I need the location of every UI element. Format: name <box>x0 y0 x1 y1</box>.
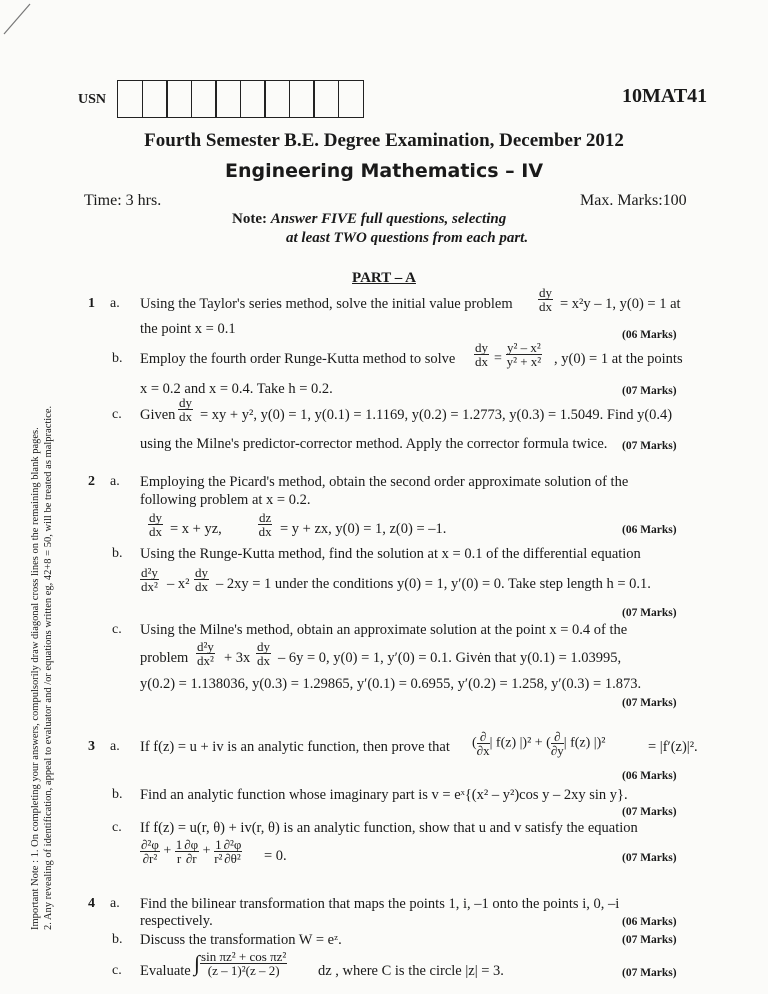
marks-badge: (07 Marks) <box>622 852 677 864</box>
q2b-frac-d2y: $\frac{\text{d²y}}{\text{dx²}}$ <box>141 565 158 594</box>
q2a-text2: following problem at x = 0.2. <box>140 492 311 508</box>
sub-label: c. <box>112 820 122 835</box>
marks-badge: (06 Marks) <box>622 524 677 536</box>
q3c-eq: = 0. <box>264 848 287 864</box>
subject-code: 10MAT41 <box>622 85 708 107</box>
q4c-eq: dz , where C is the circle |z| = 3. <box>318 963 504 979</box>
marks-badge: (07 Marks) <box>622 607 677 619</box>
q2a-frac-dy: $\frac{dy}{dx}$ <box>149 510 162 539</box>
q1c-frac: $\frac{dy}{dx}$ <box>179 395 192 424</box>
usn-box[interactable] <box>313 80 339 118</box>
q2a-eq1: = x + yz, <box>170 521 222 537</box>
sub-label: a. <box>110 739 120 754</box>
sub-label: b. <box>112 546 123 561</box>
q4a-text2: respectively. <box>140 913 213 929</box>
q2a-frac-dz: $\frac{dz}{dx}$ <box>258 510 272 539</box>
q2b-text: Using the Runge-Kutta method, find the solution at x = 0.1 of the differential equation <box>140 546 641 562</box>
exam-title: Fourth Semester B.E. Degree Examination, December 2012 <box>144 130 624 151</box>
pen-mark <box>0 0 40 40</box>
usn-label: USN <box>78 92 107 107</box>
marks-badge: (06 Marks) <box>622 916 677 928</box>
usn-box[interactable] <box>240 80 266 118</box>
time-allowed: Time: 3 hrs. <box>84 192 162 209</box>
q4c-integral: ∫ $\frac{\text{sin πz² + cos πz²}}{\text{(z – 1)²(z – 2)}}$ <box>194 949 287 978</box>
q2a-text: Employing the Picard's method, obtain the second order approximate solution of the <box>140 474 629 490</box>
sub-label: c. <box>112 963 122 978</box>
q2a-eq2: = y + zx, y(0) = 1, z(0) = –1. <box>280 521 447 537</box>
sub-label: a. <box>110 296 120 311</box>
usn-box[interactable] <box>264 80 290 118</box>
q3a-expr: ( $\frac{\partial}{\partial x}$ | f(z) |)² + ( $\frac{\partial}{\partial y}$ | f(z) |)² <box>472 729 606 758</box>
q1a-eq: = x²y – 1, y(0) = 1 at <box>560 296 681 312</box>
question-number: 4 <box>88 896 95 911</box>
marks-badge: (06 Marks) <box>622 770 677 782</box>
q4b-text: Discuss the transformation W = eᶻ. <box>140 932 342 948</box>
q2c-text: Using the Milne's method, obtain an approximate solution at the point x = 0.4 of the <box>140 622 628 638</box>
usn-boxes <box>117 80 362 118</box>
q1b-frac-dydx: $\frac{dy}{dx}$ <box>475 340 488 369</box>
usn-box[interactable] <box>166 80 192 118</box>
q3a-text: If f(z) = u + iv is an analytic function, then prove that <box>140 739 450 755</box>
note-prefix: Note: <box>232 211 267 227</box>
question-number: 2 <box>88 474 95 489</box>
usn-box[interactable] <box>289 80 315 118</box>
usn-box[interactable] <box>142 80 168 118</box>
sub-label: b. <box>112 787 123 802</box>
usn-box[interactable] <box>117 80 143 118</box>
q3c-expr: $\frac{\text{∂²φ}}{\text{∂r²}}$ + $\frac{1}{r}$ $\frac{\partial\varphi}{\partial r}$ + $\frac{1}{\text{r²}}$ $\frac{\text{∂²φ}}{\text{∂θ²}}$ <box>141 837 242 866</box>
max-marks: Max. Marks:100 <box>580 192 687 209</box>
usn-box[interactable] <box>191 80 217 118</box>
question-number: 3 <box>88 739 95 754</box>
sub-label: b. <box>112 351 123 366</box>
subject-title: Engineering Mathematics – IV <box>224 160 544 182</box>
note-line-2: at least TWO questions from each part. <box>286 230 529 246</box>
q1c-eq: = xy + y², y(0) = 1, y(0.1) = 1.1169, y(0.2) = 1.2773, y(0.3) = 1.5049. Find y(0.4) <box>200 407 673 423</box>
sub-label: c. <box>112 622 122 637</box>
q1c-text2: using the Milne's predictor-corrector method. Apply the corrector formula twice. <box>140 436 608 452</box>
q2c-3x: + 3x <box>224 650 251 666</box>
question-number: 1 <box>88 296 95 311</box>
q1a-frac: $\frac{dy}{dx}$ <box>539 285 552 314</box>
q2b-eq: – 2xy = 1 under the conditions y(0) = 1, y′(0) = 0. Take step length h = 0.1. <box>216 576 651 592</box>
sub-label: a. <box>110 474 120 489</box>
marks-badge: (07 Marks) <box>622 385 677 397</box>
q2b-frac-dy: $\frac{dy}{dx}$ <box>195 565 208 594</box>
q1a-text2: the point x = 0.1 <box>140 321 236 337</box>
marks-badge: (07 Marks) <box>622 697 677 709</box>
q1c-text: Given <box>140 407 176 423</box>
usn-box[interactable] <box>338 80 364 118</box>
q2c-text2: problem <box>140 650 189 666</box>
note-text-1: Answer FIVE full questions, selecting <box>270 211 507 227</box>
q1b-frac-rhs: $\frac{\text{y² – x²}}{\text{y² + x²}}$ <box>506 340 542 369</box>
q3b-text: Find an analytic function whose imaginary part is v = eˣ{(x² – y²)cos y – 2xy sin y}. <box>140 787 628 803</box>
sub-label: b. <box>112 932 123 947</box>
q2c-frac-d2y: $\frac{\text{d²y}}{\text{dx²}}$ <box>197 639 214 668</box>
q2b-x2: – x² <box>167 576 190 592</box>
q4c-text: Evaluate <box>140 963 191 979</box>
q3c-text: If f(z) = u(r, θ) + iv(r, θ) is an analytic function, show that u and v satisfy the equation <box>140 820 638 836</box>
q1a-text: Using the Taylor's series method, solve the initial value problem <box>140 296 513 312</box>
q2c-text3: y(0.2) = 1.138036, y(0.3) = 1.29865, y′(0.1) = 0.6955, y′(0.2) = 1.258, y′(0.3) = 1.873. <box>140 676 642 692</box>
q3a-eq: = |f′(z)|². <box>648 739 698 755</box>
q1b-text: Employ the fourth order Runge-Kutta method to solve <box>140 351 456 367</box>
q1b-eq: , y(0) = 1 at the points <box>554 351 683 367</box>
sub-label: a. <box>110 896 120 911</box>
part-heading: PART – A <box>352 270 416 286</box>
marks-badge: (07 Marks) <box>622 967 677 979</box>
marks-badge: (06 Marks) <box>622 329 677 341</box>
q1b-eq-sign: = <box>494 351 502 366</box>
q4a-text: Find the bilinear transformation that maps the points 1, i, –1 onto the points i, 0, –i <box>140 896 620 912</box>
note-line-1 <box>232 211 506 228</box>
marks-badge: (07 Marks) <box>622 806 677 818</box>
q2c-frac-dy: $\frac{dy}{dx}$ <box>257 639 270 668</box>
q2c-eq: – 6y = 0, y(0) = 1, y′(0) = 0.1. Givėn that y(0.1) = 1.03995, <box>278 650 622 666</box>
side-note-1: Important Note : 1. On completing your answers, compulsorily draw diagonal cross lines on the remaining blank pages. <box>30 427 41 930</box>
sub-label: c. <box>112 407 122 422</box>
marks-badge: (07 Marks) <box>622 440 677 452</box>
usn-box[interactable] <box>215 80 241 118</box>
marks-badge: (07 Marks) <box>622 934 677 946</box>
side-note-2: 2. Any revealing of identification, appeal to evaluator and /or equations written eg, 42+8 = 50, will be treated as malpractice. <box>43 405 54 930</box>
q1b-text2: x = 0.2 and x = 0.4. Take h = 0.2. <box>140 381 333 397</box>
